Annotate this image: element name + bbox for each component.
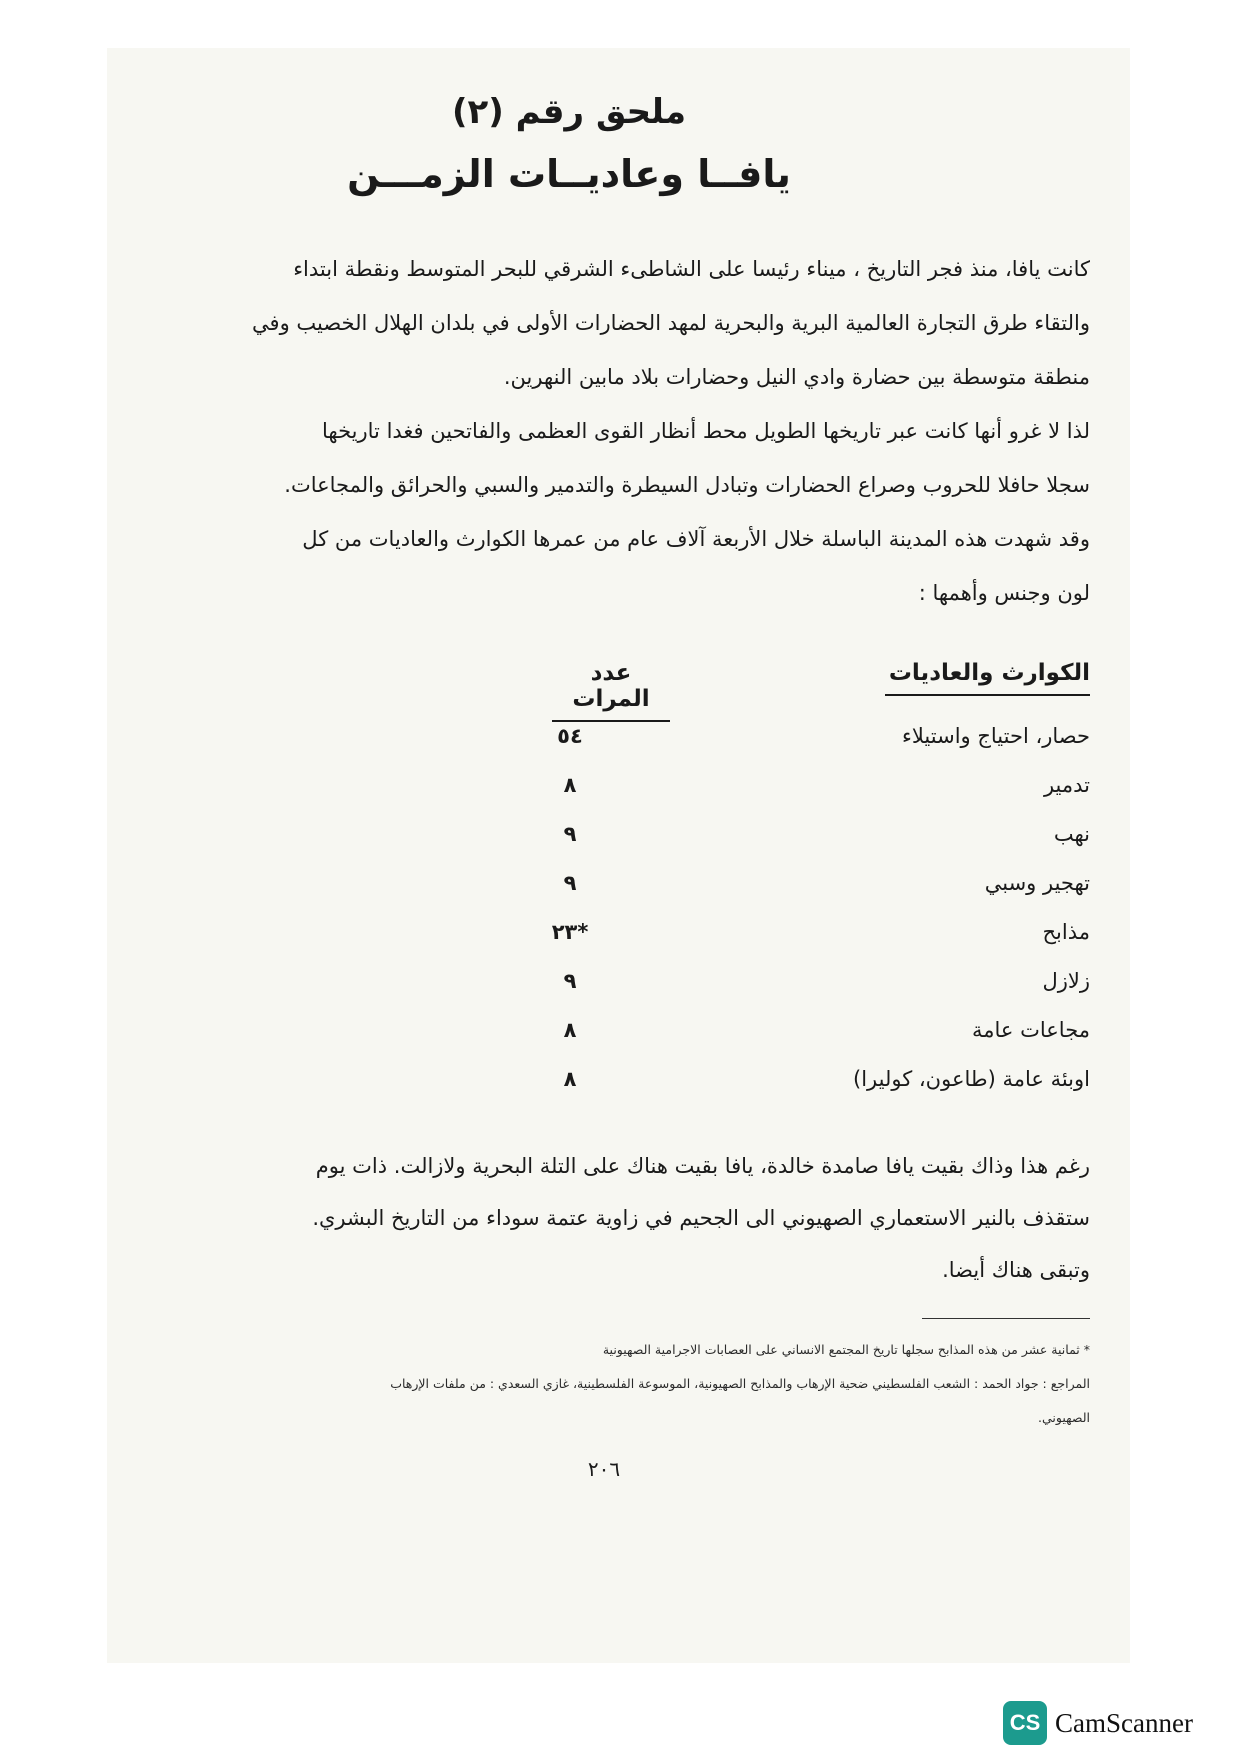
closing-line: رغم هذا وذاك بقيت يافا صامدة خالدة، يافا بقيت هناك على التلة البحرية ولازالت. ذات يوم: [315, 1154, 1090, 1178]
camscanner-watermark: [1003, 1701, 1193, 1745]
disaster-count: ٩: [563, 822, 577, 846]
header-counts: عدد المرات: [552, 660, 670, 722]
camscanner-logo-icon: CS: [1003, 1701, 1047, 1745]
appendix-title: ملحق رقم (٢): [451, 92, 687, 132]
page-number: ٢٠٦: [587, 1457, 621, 1481]
footnote-references: المراجع : جواد الحمد : الشعب الفلسطيني ضحية الإرهاب والمذابح الصهيونية، الموسوعة الفلسطينية، غازي السعدي : من ملفات الإرهاب: [390, 1376, 1090, 1391]
disaster-count: ٨: [563, 1018, 577, 1042]
disaster-name: تدمير: [1043, 773, 1090, 797]
table-row: [190, 1014, 1090, 1063]
intro-line: والتقاء طرق التجارة العالمية البرية والبحرية لمهد الحضارات الأولى في بلدان الهلال الخصيب وفي: [252, 311, 1090, 335]
table-row: [190, 916, 1090, 965]
intro-line: لذا لا غرو أنها كانت عبر تاريخها الطويل محط أنظار القوى العظمى والفاتحين فغدا تاريخها: [322, 419, 1090, 443]
appendix-subtitle: يافــا وعاديــات الزمـــن: [347, 152, 791, 196]
footnotes: [178, 1333, 1090, 1435]
disaster-name: تهجير وسبي: [984, 871, 1090, 895]
disaster-name: مجاعات عامة: [971, 1018, 1090, 1042]
camscanner-brand: CamScanner: [1055, 1707, 1193, 1738]
closing-line: ستقذف بالنير الاستعماري الصهيوني الى الجحيم في زاوية عتمة سوداء من التاريخ البشري.: [312, 1206, 1090, 1230]
footnote-references-continued: الصهيوني.: [1038, 1410, 1090, 1425]
disaster-count: ٩: [563, 969, 577, 993]
table-row: [190, 965, 1090, 1014]
footnote: * ثمانية عشر من هذه المذابح سجلها تاريخ المجتمع الانساني على العصابات الاجرامية الصهيونية: [602, 1342, 1090, 1357]
intro-line: لون وجنس وأهمها :: [918, 581, 1090, 605]
header-disasters: الكوارث والعاديات: [885, 660, 1090, 696]
disaster-name: مذابح: [1042, 920, 1090, 944]
disaster-count: ٥٤: [557, 724, 583, 748]
table-row: [190, 720, 1090, 769]
page-content: [178, 90, 1090, 1481]
disasters-table: [178, 660, 1090, 1130]
disaster-count: ٩: [563, 871, 577, 895]
intro-paragraph: [178, 242, 1090, 620]
footnote-divider: [922, 1318, 1090, 1319]
intro-line: كانت يافا، منذ فجر التاريخ ، ميناء رئيسا على الشاطىء الشرقي للبحر المتوسط ونقطة ابتداء: [293, 257, 1090, 281]
table-rows: [190, 720, 1090, 1112]
table-row: [190, 1063, 1090, 1112]
disaster-count: ٨: [563, 773, 577, 797]
table-row: [190, 818, 1090, 867]
disaster-count: *٢٣: [551, 920, 589, 944]
table-row: [190, 867, 1090, 916]
disaster-name: زلازل: [1042, 969, 1090, 993]
intro-line: منطقة متوسطة بين حضارة وادي النيل وحضارات بلاد مابين النهرين.: [503, 365, 1090, 389]
closing-line: وتبقى هناك أيضا.: [942, 1258, 1090, 1282]
disaster-name: حصار، احتياج واستيلاء: [902, 724, 1090, 748]
disaster-name: نهب: [1053, 822, 1090, 846]
disaster-name: اوبئة عامة (طاعون، كوليرا): [853, 1067, 1090, 1091]
intro-line: وقد شهدت هذه المدينة الباسلة خلال الأربعة آلاف عام من عمرها الكوارث والعاديات من كل: [302, 527, 1090, 551]
table-row: [190, 769, 1090, 818]
intro-line: سجلا حافلا للحروب وصراع الحضارات وتبادل السيطرة والتدمير والسبي والحرائق والمجاعات.: [284, 473, 1090, 497]
closing-paragraph: [178, 1140, 1090, 1296]
disaster-count: ٨: [563, 1067, 577, 1091]
